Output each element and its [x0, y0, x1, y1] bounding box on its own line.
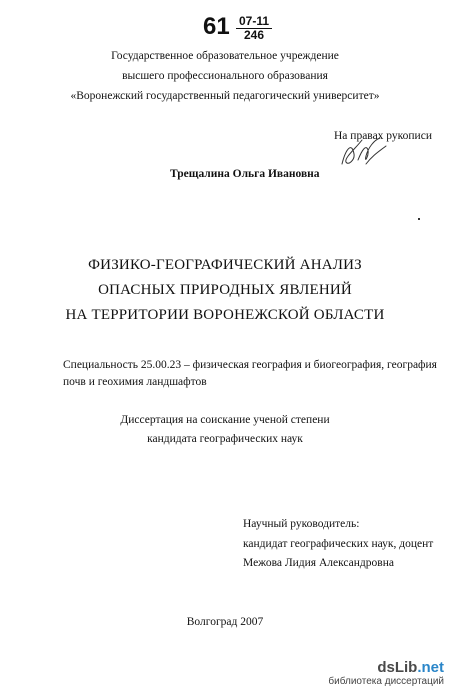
supervisor-degree: кандидат географических наук, доцент — [243, 538, 434, 550]
watermark-subtitle: библиотека диссертаций — [328, 676, 444, 687]
stamp-code: 61 — [203, 13, 230, 40]
watermark-logo: dsLib.net — [377, 659, 444, 676]
stamp-fraction — [236, 15, 272, 42]
title-line-3: НА ТЕРРИТОРИИ ВОРОНЕЖСКОЙ ОБЛАСТИ — [65, 307, 385, 323]
signature-icon — [336, 134, 390, 174]
city-year: Волгоград 2007 — [186, 616, 264, 628]
specialty-line-1: Специальность 25.00.23 – физическая география и биогеография, география — [63, 359, 437, 371]
title-line-1: ФИЗИКО-ГЕОГРАФИЧЕСКИЙ АНАЛИЗ — [88, 257, 362, 273]
supervisor-label: Научный руководитель: — [243, 518, 360, 530]
institution-line-1: Государственное образовательное учреждение — [111, 50, 339, 62]
degree-line-2: кандидата географических наук — [147, 433, 303, 445]
degree-line-1: Диссертация на соискание ученой степени — [120, 414, 330, 426]
institution-line-3: «Воронежский государственный педагогический университет» — [70, 90, 380, 102]
stamp-fraction-top: 07-11 — [236, 15, 272, 29]
title-line-2: ОПАСНЫХ ПРИРОДНЫХ ЯВЛЕНИЙ — [98, 282, 352, 298]
scan-mark — [418, 218, 420, 220]
specialty-line-2: почв и геохимия ландшафтов — [63, 376, 207, 388]
stamp-fraction-bottom: 246 — [243, 28, 265, 42]
supervisor-name: Межова Лидия Александровна — [243, 557, 394, 569]
author-name: Трещалина Ольга Ивановна — [170, 168, 320, 180]
manuscript-note: На правах рукописи — [334, 130, 432, 142]
institution-line-2: высшего профессионального образования — [122, 70, 328, 82]
watermark — [328, 660, 444, 688]
